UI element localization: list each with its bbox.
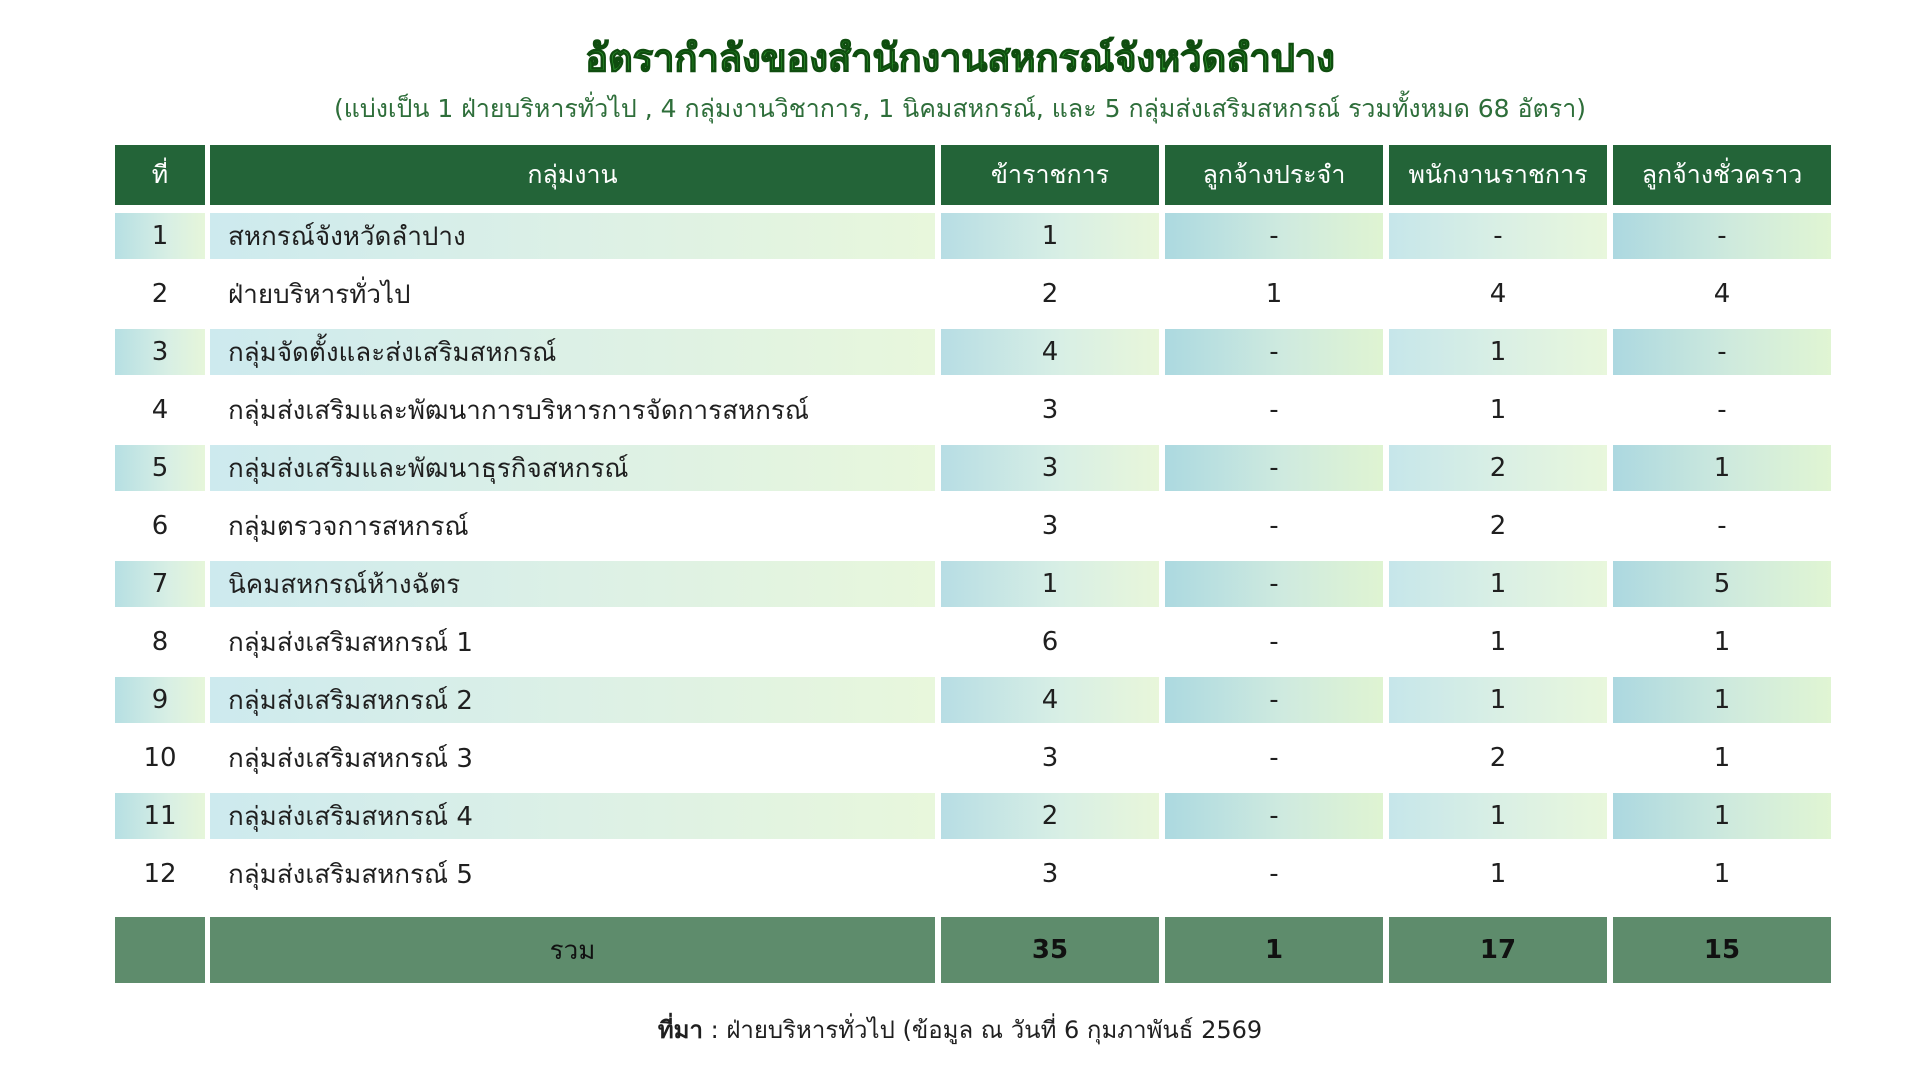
cell-col-no: 6 (151, 511, 169, 541)
table-row (115, 387, 1835, 433)
cell-col-government-employee: 4 (1489, 279, 1507, 309)
cell-col-permanent-employee: - (1165, 793, 1383, 839)
header-col-temporary-employee: ลูกจ้างชั่วคราว (1613, 145, 1831, 205)
total-col-no (115, 917, 205, 983)
total-col-permanent-employee: 1 (1165, 917, 1383, 983)
cell-col-permanent-employee: - (1165, 561, 1383, 607)
cell-col-no: 8 (151, 627, 169, 657)
total-col-government-employee: 17 (1389, 917, 1607, 983)
cell-col-permanent-employee: - (1165, 445, 1383, 491)
source-note (0, 1010, 1920, 1049)
cell-col-civil-servant: 3 (1041, 395, 1059, 425)
cell-col-group: กลุ่มส่งเสริมสหกรณ์ 3 (228, 743, 473, 774)
cell-col-no: 1 (115, 213, 205, 259)
cell-col-temporary-employee: 1 (1613, 677, 1831, 723)
cell-col-government-employee: 1 (1389, 561, 1607, 607)
cell-col-government-employee: 2 (1489, 511, 1507, 541)
cell-col-civil-servant: 4 (941, 329, 1159, 375)
cell-col-civil-servant: 3 (1041, 511, 1059, 541)
cell-col-no: 7 (115, 561, 205, 607)
cell-col-civil-servant: 6 (1041, 627, 1059, 657)
cell-col-no: 5 (115, 445, 205, 491)
cell-col-temporary-employee: - (1717, 511, 1727, 541)
cell-col-government-employee: - (1389, 213, 1607, 259)
cell-col-permanent-employee: - (1165, 677, 1383, 723)
cell-col-group: กลุ่มตรวจการสหกรณ์ (228, 511, 469, 542)
cell-col-temporary-employee: - (1717, 395, 1727, 425)
cell-col-permanent-employee: - (1269, 859, 1279, 889)
cell-col-temporary-employee: 1 (1713, 859, 1731, 889)
cell-col-temporary-employee: - (1613, 213, 1831, 259)
cell-col-temporary-employee: - (1613, 329, 1831, 375)
cell-col-group: สหกรณ์จังหวัดลำปาง (210, 213, 935, 259)
cell-col-group: กลุ่มส่งเสริมและพัฒนาธุรกิจสหกรณ์ (210, 445, 935, 491)
total-col-civil-servant: 35 (941, 917, 1159, 983)
cell-col-civil-servant: 1 (941, 561, 1159, 607)
cell-col-temporary-employee: 1 (1613, 793, 1831, 839)
cell-col-permanent-employee: - (1269, 627, 1279, 657)
cell-col-government-employee: 2 (1389, 445, 1607, 491)
cell-col-government-employee: 1 (1389, 677, 1607, 723)
cell-col-permanent-employee: - (1165, 329, 1383, 375)
cell-col-government-employee: 1 (1489, 395, 1507, 425)
cell-col-government-employee: 1 (1489, 627, 1507, 657)
cell-col-civil-servant: 4 (941, 677, 1159, 723)
cell-col-no: 9 (115, 677, 205, 723)
table-row (115, 677, 1835, 723)
cell-col-permanent-employee: - (1269, 743, 1279, 773)
cell-col-no: 10 (143, 743, 177, 773)
table-row (115, 329, 1835, 375)
cell-col-no: 12 (143, 859, 177, 889)
table-row (115, 445, 1835, 491)
cell-col-temporary-employee: 4 (1713, 279, 1731, 309)
table-row (115, 503, 1835, 549)
cell-col-temporary-employee: 1 (1713, 743, 1731, 773)
cell-col-group: กลุ่มส่งเสริมสหกรณ์ 5 (228, 859, 473, 890)
cell-col-group: กลุ่มส่งเสริมสหกรณ์ 1 (228, 627, 473, 658)
total-col-temporary-employee: 15 (1613, 917, 1831, 983)
header-col-permanent-employee: ลูกจ้างประจำ (1165, 145, 1383, 205)
cell-col-group: นิคมสหกรณ์ห้างฉัตร (210, 561, 935, 607)
cell-col-permanent-employee: - (1165, 213, 1383, 259)
cell-col-government-employee: 1 (1489, 859, 1507, 889)
cell-col-group: กลุ่มส่งเสริมสหกรณ์ 2 (210, 677, 935, 723)
table-row (115, 735, 1835, 781)
cell-col-no: 3 (115, 329, 205, 375)
total-row (115, 917, 1835, 966)
cell-col-government-employee: 2 (1489, 743, 1507, 773)
cell-col-civil-servant: 2 (941, 793, 1159, 839)
source-text: : ฝ่ายบริหารทั่วไป (ข้อมูล ณ วันที่ 6 กุมภาพันธ์ 2569 (702, 1016, 1263, 1044)
source-label: ที่มา (657, 1016, 703, 1044)
cell-col-permanent-employee: - (1269, 511, 1279, 541)
table-row (115, 619, 1835, 665)
header-col-civil-servant: ข้าราชการ (941, 145, 1159, 205)
table-row (115, 271, 1835, 317)
cell-col-no: 11 (115, 793, 205, 839)
cell-col-civil-servant: 3 (941, 445, 1159, 491)
cell-col-group: กลุ่มส่งเสริมและพัฒนาการบริหารการจัดการสหกรณ์ (228, 395, 809, 426)
cell-col-government-employee: 1 (1389, 793, 1607, 839)
cell-col-group: กลุ่มส่งเสริมสหกรณ์ 4 (210, 793, 935, 839)
cell-col-civil-servant: 1 (941, 213, 1159, 259)
table-row (115, 213, 1835, 259)
header-col-no: ที่ (115, 145, 205, 205)
cell-col-permanent-employee: - (1269, 395, 1279, 425)
cell-col-civil-servant: 2 (1041, 279, 1059, 309)
cell-col-civil-servant: 3 (1041, 859, 1059, 889)
cell-col-temporary-employee: 1 (1713, 627, 1731, 657)
table-row (115, 851, 1835, 897)
header-col-group: กลุ่มงาน (210, 145, 935, 205)
cell-col-permanent-employee: 1 (1265, 279, 1283, 309)
cell-col-civil-servant: 3 (1041, 743, 1059, 773)
cell-col-group: กลุ่มจัดตั้งและส่งเสริมสหกรณ์ (210, 329, 935, 375)
total-col-group: รวม (210, 917, 935, 983)
cell-col-temporary-employee: 5 (1613, 561, 1831, 607)
cell-col-temporary-employee: 1 (1613, 445, 1831, 491)
table-row (115, 793, 1835, 839)
table-row (115, 561, 1835, 607)
page-title: อัตรากำลังของสำนักงานสหกรณ์จังหวัดลำปาง (585, 36, 1335, 80)
cell-col-no: 2 (151, 279, 169, 309)
cell-col-government-employee: 1 (1389, 329, 1607, 375)
header-col-government-employee: พนักงานราชการ (1389, 145, 1607, 205)
cell-col-group: ฝ่ายบริหารทั่วไป (228, 279, 411, 310)
cell-col-no: 4 (151, 395, 169, 425)
page-subtitle: (แบ่งเป็น 1 ฝ่ายบริหารทั่วไป , 4 กลุ่มงานวิชาการ, 1 นิคมสหกรณ์, และ 5 กลุ่มส่งเสริมสหกรณ์ รวมทั้งหมด 68 อัตรา) (333, 94, 1587, 123)
